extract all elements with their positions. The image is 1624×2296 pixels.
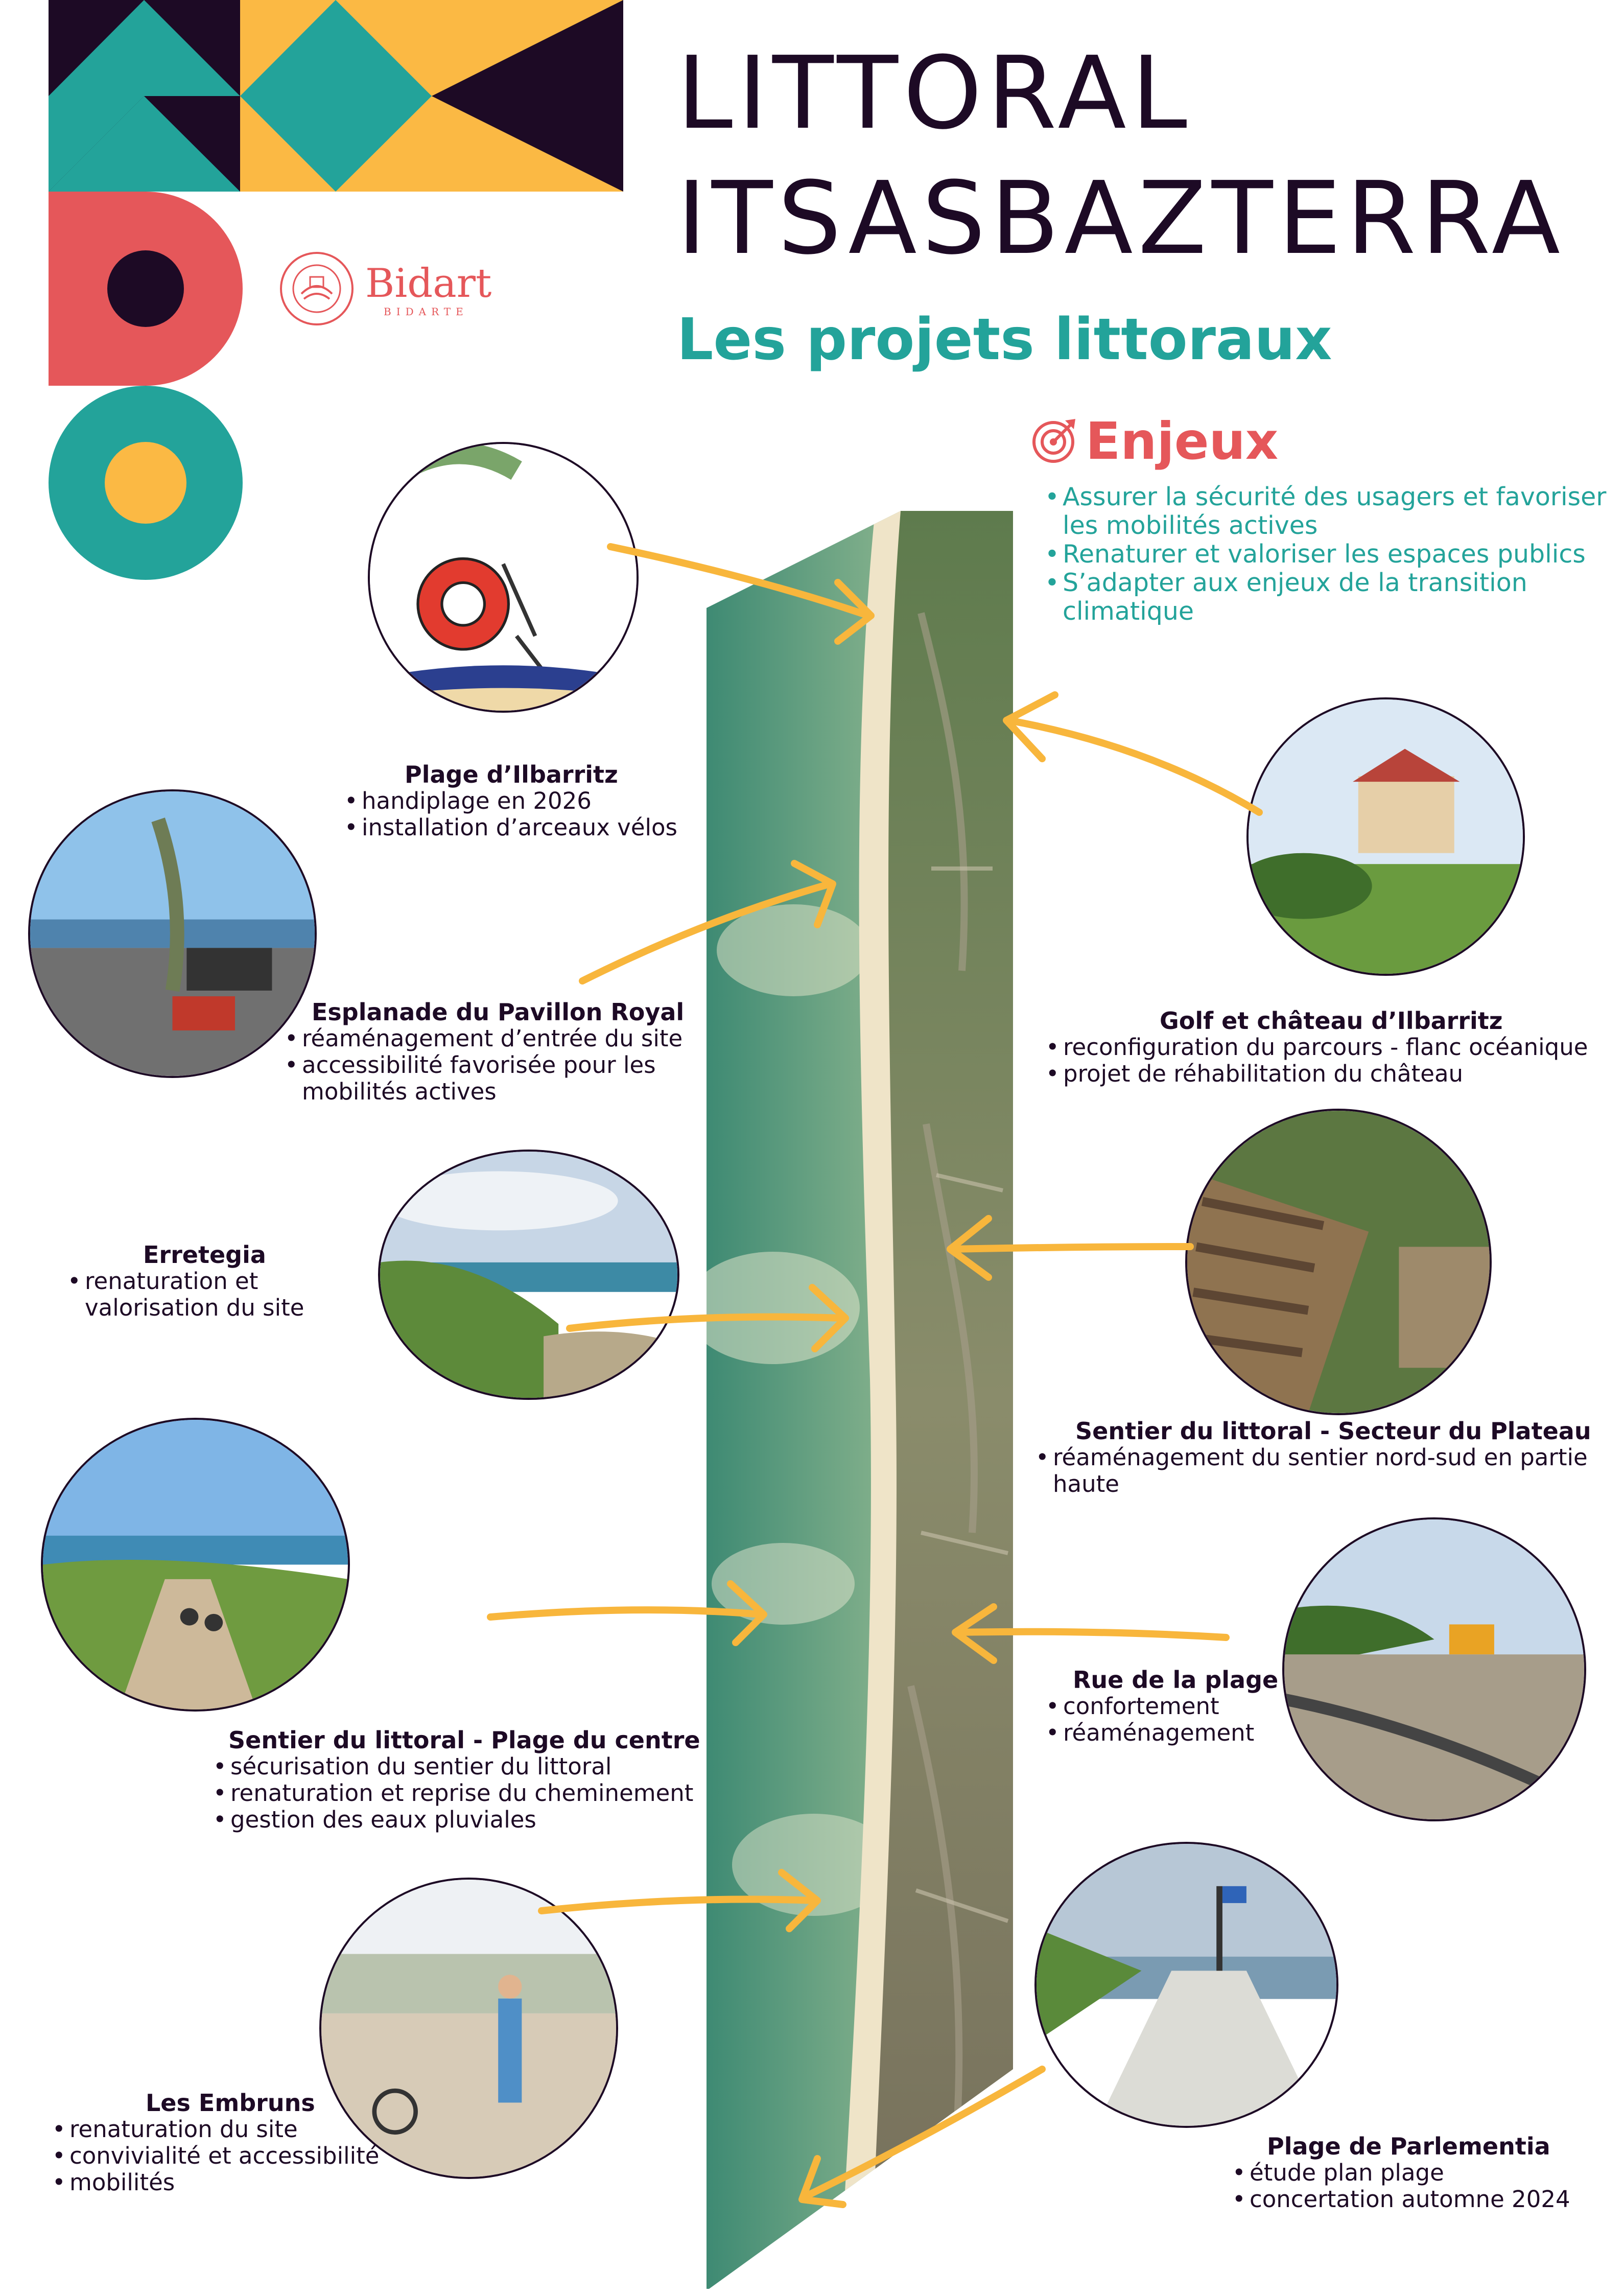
- project-item: • handiplage en 2026: [343, 788, 701, 814]
- page-title-line1: LITTORAL: [677, 35, 1192, 152]
- project-pavillon: [284, 999, 708, 1105]
- project-item: • mobilités: [51, 2169, 419, 2196]
- aerial-coastline-map: [707, 511, 1013, 2289]
- project-rueplage: [1045, 1667, 1331, 1746]
- project-item: • réaménagement du sentier nord-sud en partie haute: [1034, 1444, 1612, 1497]
- enjeux-title: Enjeux: [1086, 411, 1279, 471]
- project-item: • renaturation et reprise du cheminement: [212, 1780, 713, 1807]
- project-title: Sentier du littoral - Secteur du Plateau: [1075, 1417, 1591, 1445]
- project-item: • sécurisation du sentier du littoral: [212, 1753, 713, 1780]
- project-ilbarritz: [343, 761, 701, 841]
- photo-plage-ilbarritz: [368, 442, 639, 713]
- project-title: Esplanade du Pavillon Royal: [312, 998, 685, 1026]
- project-item: • projet de réhabilitation du château: [1045, 1061, 1612, 1087]
- bidart-seal-icon: [278, 250, 355, 327]
- enjeux-item: • S’adapter aux enjeux de la transition climatique: [1045, 569, 1612, 626]
- project-plateau: [1034, 1418, 1612, 1497]
- project-item: • renaturation du site: [51, 2116, 419, 2143]
- project-title: Les Embruns: [146, 2089, 315, 2117]
- photo-esplanade-pavillon-royal: [28, 789, 317, 1078]
- project-embruns: [51, 2090, 419, 2196]
- project-item: • accessibilité favorisée pour les mobilités actives: [284, 1052, 708, 1105]
- project-erretegia: [66, 1241, 332, 1321]
- project-title: Erretegia: [143, 1241, 266, 1269]
- logo-name: Bidart: [365, 261, 492, 307]
- project-item: • convivialité et accessibilité: [51, 2143, 419, 2169]
- photo-golf-chateau-ilbarritz: [1246, 697, 1525, 976]
- photo-plage-parlementia: [1034, 1842, 1338, 2128]
- project-item: • renaturation et valorisation du site: [66, 1268, 332, 1321]
- bidart-logo: [278, 250, 492, 329]
- project-title: Plage de Parlementia: [1267, 2133, 1550, 2160]
- photo-erretegia: [378, 1150, 679, 1400]
- page-title-line2: ITSASBAZTERRA: [677, 160, 1565, 277]
- project-title: Rue de la plage: [1073, 1666, 1279, 1694]
- photo-sentier-plateau: [1185, 1109, 1492, 1415]
- project-golf: [1045, 1008, 1612, 1087]
- arrow-golf: [1006, 695, 1259, 812]
- project-item: • confortement: [1045, 1693, 1331, 1720]
- target-icon: [1029, 416, 1078, 465]
- project-item: • installation d’arceaux vélos: [343, 814, 701, 841]
- project-item: • réaménagement: [1045, 1720, 1331, 1746]
- project-item: • réaménagement d’entrée du site: [284, 1025, 708, 1052]
- project-title: Plage d’Ilbarritz: [405, 761, 618, 788]
- project-title: Sentier du littoral - Plage du centre: [228, 1726, 700, 1754]
- enjeux-list: [1045, 483, 1612, 626]
- project-item: • concertation automne 2024: [1231, 2186, 1609, 2213]
- logo-subtitle: BIDARTE: [384, 306, 468, 318]
- enjeux-item: • Assurer la sécurité des usagers et favoriser les mobilités actives: [1045, 483, 1612, 540]
- photo-sentier-plage-centre: [41, 1418, 350, 1712]
- enjeux-item: • Renaturer et valoriser les espaces publics: [1045, 540, 1612, 569]
- page-subtitle: Les projets littoraux: [677, 307, 1332, 373]
- project-item: • reconfiguration du parcours - flanc océanique: [1045, 1034, 1612, 1061]
- project-item: • gestion des eaux pluviales: [212, 1807, 713, 1833]
- project-title: Golf et château d’Ilbarritz: [1160, 1007, 1503, 1035]
- project-centre: [212, 1727, 713, 1833]
- project-parlementia: [1231, 2133, 1609, 2213]
- project-item: • étude plan plage: [1231, 2160, 1609, 2186]
